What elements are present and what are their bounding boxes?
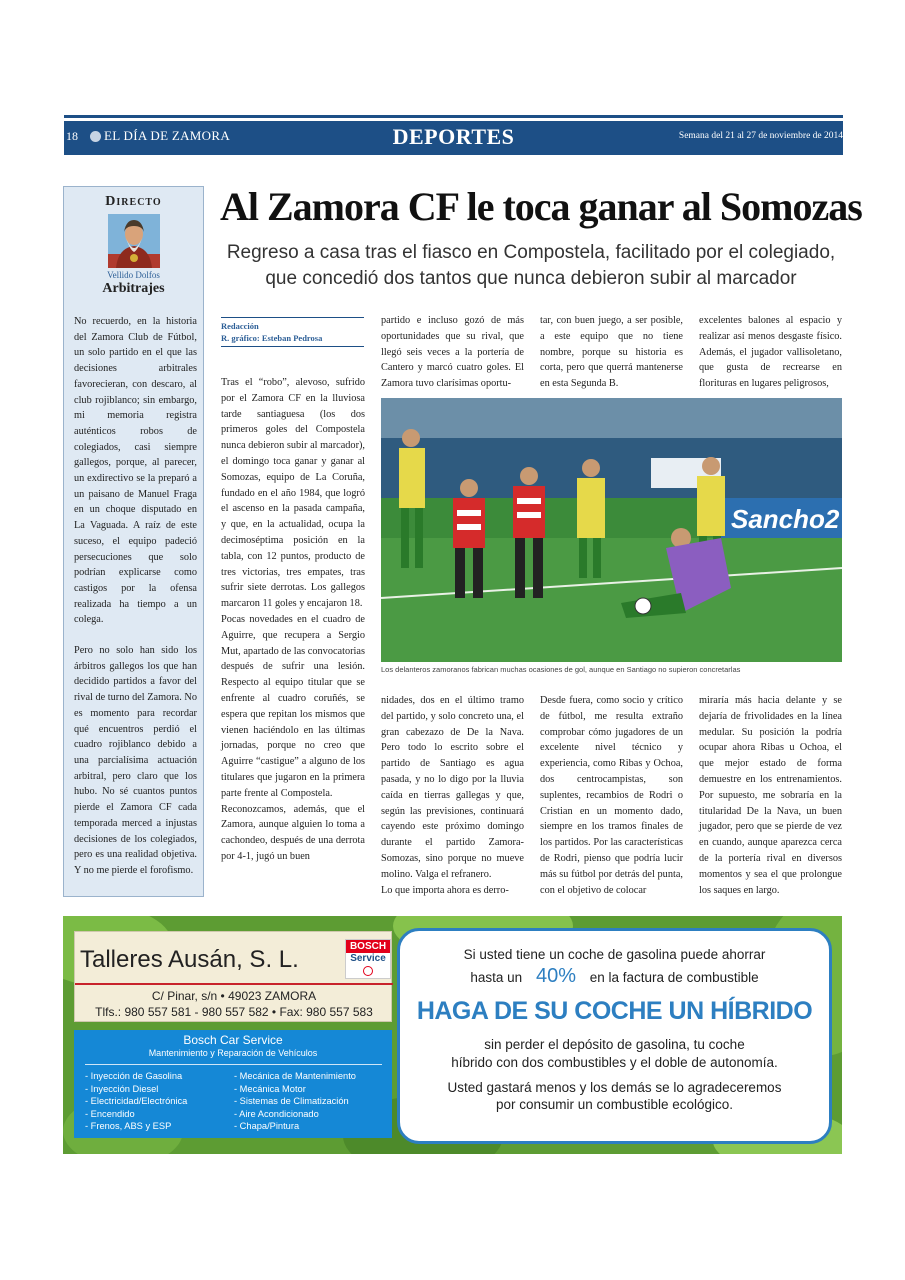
hybrid-line-3: sin perder el depósito de gasolina, tu coche: [484, 1037, 745, 1052]
sidebar-paragraph: No recuerdo, en la historia del Zamora Club de Fútbol, un solo partido en el que las decisiones arbitrales favorecieran, con descaro, al club rojiblanco; sin embargo, mi memoria registra auténticos robos de colegiados, casi siempre gallegos, porque, al parecer, un exdirectivo se la preparó a un paisano de Manuel Fraga en un choque disputado en La Vaguada. A raíz de este suceso, el equipo padeció persecuciones que solo podrían explicarse como castigos por la ofensa realizada ha tiempo a un colega.: [74, 316, 197, 626]
service-item: - Mecánica Motor: [234, 1083, 306, 1094]
page-header: [64, 121, 843, 155]
service-item: - Encendido: [85, 1108, 135, 1119]
hybrid-offer-card: [397, 928, 832, 1144]
sidebar-paragraph: Pero no solo han sido los árbitros gallegos los que han decidido partidos a favor del rival de turno del Zamora. No es momento para recordar qué encuentros perdió el cuadro rojiblanco debido a una parcialísima actuación arbitral, pero claro que los hubo. No sé cuantos puntos pierde el Zamora CF cada temporada merced a injustas decisiones de los colegiados, pero es una realidad objetiva. Y no me pierde el forofismo.: [74, 645, 197, 876]
article-column-3-top: tar, con buen juego, a ser posible, a este equipo que no tiene nombre, porque su historia es corta, pero que querrá mantenerse en esta Segunda B.: [540, 315, 683, 390]
divider: [85, 1064, 382, 1065]
article-paragraph: Pocas novedades en el cuadro de Aguirre, que recupera a Sergio Mut, apartado de las convocatorias después de sufrir una lesión. Respecto al equipo titular que se enfrente al cuadro coruñés, se espera que repitan los mismos que vienen haciéndolo en las últimas jornadas, porque no creo que Aguirre “castigue” a alguno de los titulares que jugaron en la primera parte frente al Compostela.: [221, 613, 365, 799]
article-column-3-bottom: Desde fuera, como socio y crítico de fútbol, me resulta extraño comprobar cómo jugadores de un excelente nivel técnico y experiencia, como Ribas y Ochoa, dos centrocampistas, son suplentes, recambios de Rodri o Cristian en un momento dado, siempre en los tramos finales de los partidos. Por las características de Rodri, pienso que podría lucir más su fútbol por detrás del punta, con el objetivo de colocar: [540, 695, 683, 896]
service-item: - Frenos, ABS y ESP: [85, 1121, 172, 1132]
photo-caption: Los delanteros zamoranos fabrican muchas ocasiones de gol, aunque en Santiago no supieron concretarlas: [381, 665, 741, 674]
advertisement: [63, 916, 842, 1154]
hybrid-line-4: híbrido con dos combustibles y el doble de autonomía.: [451, 1055, 778, 1070]
hybrid-line-1: Si usted tiene un coche de gasolina puede ahorrar: [463, 947, 766, 962]
service-item: - Electricidad/Electrónica: [85, 1096, 188, 1107]
hybrid-line-2: [400, 965, 829, 988]
hybrid-line-2a: hasta un: [470, 970, 523, 985]
section-title: DEPORTES: [392, 124, 515, 149]
byline-author: Redacción: [221, 321, 259, 331]
hybrid-headline: HAGA DE SU COCHE UN HÍBRIDO: [416, 997, 813, 1025]
savings-percent: 40%: [535, 965, 576, 987]
divider: [75, 983, 393, 985]
services-card: [74, 1030, 392, 1138]
article-column-4-bottom: miraría más hacia delante y se dejaría de frivolidades en la línea medular. Su posición la podría ocupar ahora Ribas u Ochoa, el que mejor estado de forma demuestre en los entrenamientos. Por supuesto, me sobraría en la titularidad De la Nava, un buen jugador, pero que se pierde de vez en cuando, aunque aparezca cerca de la portería rival en diversos momentos y sea el que prolongue los saques en largo.: [699, 695, 842, 896]
headline: Al Zamora CF le toca ganar al Somozas: [220, 184, 862, 229]
hybrid-line-2b: en la factura de combustible: [589, 970, 759, 985]
article-paragraph: nidades, dos en el último tramo del partido, y solo concreto una, el gran cabezazo de De la Nava. Pero todo lo escrito sobre el partido de Santiago es agua pasada, y no lo digo por la lluvia caída en tierras gallegas y que, según las previsiones, continuará cayendo este próximo domingo durante el partido Zamora-Somozas, sino porque no mueve molino. Valga el refranero.: [381, 695, 524, 880]
services-title: Bosch Car Service: [183, 1033, 283, 1047]
page-number: 18: [66, 129, 78, 143]
services-subtitle: Mantenimiento y Reparación de Vehículos: [148, 1048, 318, 1058]
sidebar-kicker: Directo: [105, 194, 162, 209]
service-item: - Aire Acondicionado: [234, 1108, 319, 1119]
byline-photographer: R. gráfico: Esteban Pedrosa: [221, 333, 323, 343]
sidebar-title: Arbitrajes: [102, 281, 165, 296]
opinion-sidebar: [63, 186, 204, 897]
article-column-4-top: excelentes balones al espacio y realizar así menos desgaste físico. Además, el jugador vallisoletano, que gusta de recrearse en florituras en lugares peligrosos,: [699, 315, 842, 390]
brand-name: EL DÍA DE ZAMORA: [104, 128, 231, 143]
service-item: - Chapa/Pintura: [234, 1121, 300, 1132]
garage-card: [74, 931, 392, 1022]
stadium-banner: Sancho2: [731, 504, 840, 534]
hybrid-line-5: Usted gastará menos y los demás se lo agradeceremos: [447, 1080, 782, 1095]
service-item: - Inyección Diesel: [85, 1083, 159, 1094]
bosch-service-logo: [345, 939, 391, 979]
sidebar-author: Vellido Dolfos: [107, 270, 160, 280]
issue-week: Semana del 21 al 27 de noviembre de 2014: [678, 131, 843, 141]
article-column-2-bottom: [381, 693, 524, 898]
article-column-1: [221, 375, 365, 865]
service-item: - Sistemas de Climatización: [234, 1096, 349, 1107]
article-paragraph: Reconozcamos, además, que el Zamora, aunque alguien lo toma a cachondeo, después de una derrota por 4-1, jugó un buen: [221, 803, 365, 862]
article-paragraph: Tras el “robo”, alevoso, sufrido por el Zamora CF en la lluviosa tarde santiaguesa (los dos primeros goles del Compostela nunca debieron subir al marcador), el domingo toca ganar y ganar al Somozas, equipo de La Coruña, fundado en el año 1984, que logró el ascenso en la pasada campaña, y que, en la actualidad, ocupa la decimoséptima posición en la tabla, con 12 puntos, producto de tres victorias, tres empates, tras sufrir siete derrotas. Los gallegos marcaron 11 goles y encajaron 18.: [221, 377, 365, 610]
sidebar-body: [74, 314, 197, 894]
subheadline: Regreso a casa tras el fiasco en Compostela, facilitado por el colegiado, que concedió dos tantos que nunca debieron subir al marcador: [226, 242, 836, 289]
match-photo: [381, 398, 842, 662]
bosch-service: Service: [350, 953, 386, 964]
service-item: - Inyección de Gasolina: [85, 1071, 183, 1081]
hybrid-line-6: por consumir un combustible ecológico.: [495, 1097, 734, 1112]
header-rule: [64, 115, 843, 118]
bosch-brand: BOSCH: [346, 940, 390, 953]
phones: Tlfs.: 980 557 581 - 980 557 582 • Fax: 980 557 583: [95, 1005, 373, 1019]
company-name: Talleres Ausán, S. L.: [80, 946, 299, 973]
article-column-2-top: partido e incluso gozó de más oportunidades que su rival, que llegó seis veces a la portería de Cantero y marcó cuatro goles. El Zamora tuvo clarísimas oportu-: [381, 315, 524, 390]
bosch-armature-icon: [363, 966, 373, 976]
services-list-right: [234, 1070, 356, 1133]
author-portrait: [108, 214, 160, 268]
address: C/ Pinar, s/n • 49023 ZAMORA: [151, 989, 317, 1003]
article-paragraph: Lo que importa ahora es derro-: [381, 884, 509, 896]
services-list-left: [85, 1070, 187, 1133]
byline: [221, 317, 364, 347]
service-item: - Mecánica de Mantenimiento: [234, 1071, 356, 1081]
